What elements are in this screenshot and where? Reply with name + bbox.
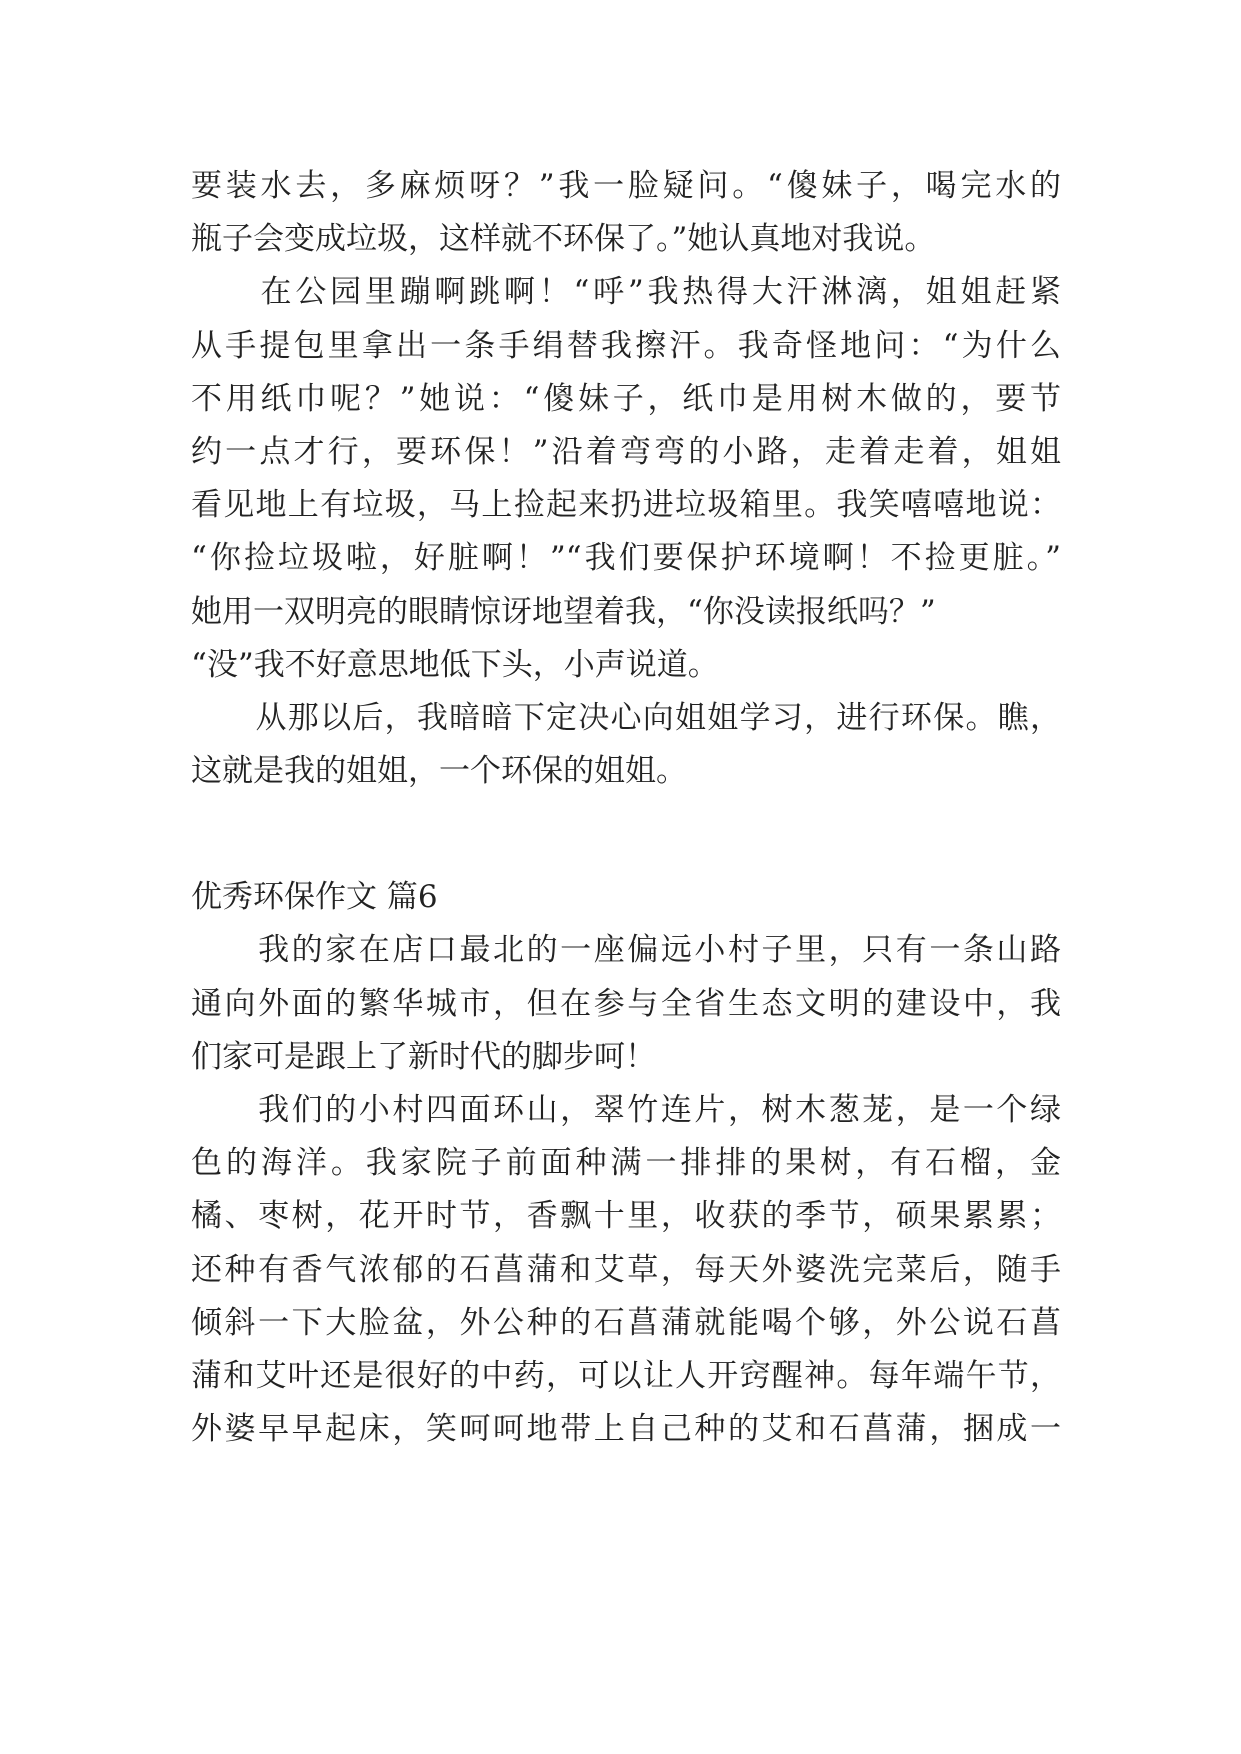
text-line: 通向外面的繁华城市，但在参与全省生态文明的建设中，我	[191, 985, 1061, 1022]
text-line: 在公园里蹦啊跳啊！“呼”我热得大汗淋漓，姐姐赶紧	[191, 274, 1061, 311]
text-line: “没”我不好意思地低下头，小声说道。	[191, 646, 719, 683]
text-line: 这就是我的姐姐，一个环保的姐姐。	[191, 753, 687, 790]
text-line: 不用纸巾呢？”她说：“傻妹子，纸巾是用树木做的，要节	[191, 380, 1061, 417]
text-line: 她用一双明亮的眼睛惊讶地望着我，“你没读报纸吗？”	[191, 593, 936, 630]
text-line: “你捡垃圾啦，好脏啊！”“我们要保护环境啊！不捡更脏。”	[191, 540, 1061, 577]
text-line: 从手提包里拿出一条手绢替我擦汗。我奇怪地问：“为什么	[191, 327, 1061, 364]
section-gap	[191, 798, 1061, 871]
text-line: 橘、枣树，花开时节，香飘十里，收获的季节，硕果累累；	[191, 1198, 1061, 1235]
text-line: 们家可是跟上了新时代的脚步呵！	[191, 1038, 656, 1075]
text-line: 看见地上有垃圾，马上捡起来扔进垃圾箱里。我笑嘻嘻地说：	[191, 487, 1061, 524]
text-line: 蒲和艾叶还是很好的中药，可以让人开窍醒神。每年端午节，	[191, 1357, 1061, 1394]
text-line: 瓶子会变成垃圾，这样就不环保了。”她认真地对我说。	[191, 221, 936, 258]
text-line: 我的家在店口最北的一座偏远小村子里，只有一条山路	[191, 932, 1061, 969]
text-line: 要装水去，多麻烦呀？”我一脸疑问。“傻妹子，喝完水的	[191, 168, 1061, 204]
text-line: 色的海洋。我家院子前面种满一排排的果树，有石榴，金	[191, 1145, 1061, 1182]
text-line: 从那以后，我暗暗下定决心向姐姐学习，进行环保。瞧，	[191, 699, 1061, 736]
text-line: 倾斜一下大脸盆，外公种的石菖蒲就能喝个够，外公说石菖	[191, 1304, 1061, 1341]
text-line: 外婆早早起床，笑呵呵地带上自己种的艾和石菖蒲，捆成一	[191, 1411, 1061, 1448]
text-line: 还种有香气浓郁的石菖蒲和艾草，每天外婆洗完菜后，随手	[191, 1251, 1061, 1288]
section-heading: 优秀环保作文 篇6	[191, 879, 438, 916]
document-body	[191, 160, 1061, 1456]
text-line: 约一点才行，要环保！”沿着弯弯的小路，走着走着，姐姐	[191, 433, 1061, 470]
text-line: 我们的小村四面环山，翠竹连片，树木葱茏，是一个绿	[191, 1092, 1061, 1128]
